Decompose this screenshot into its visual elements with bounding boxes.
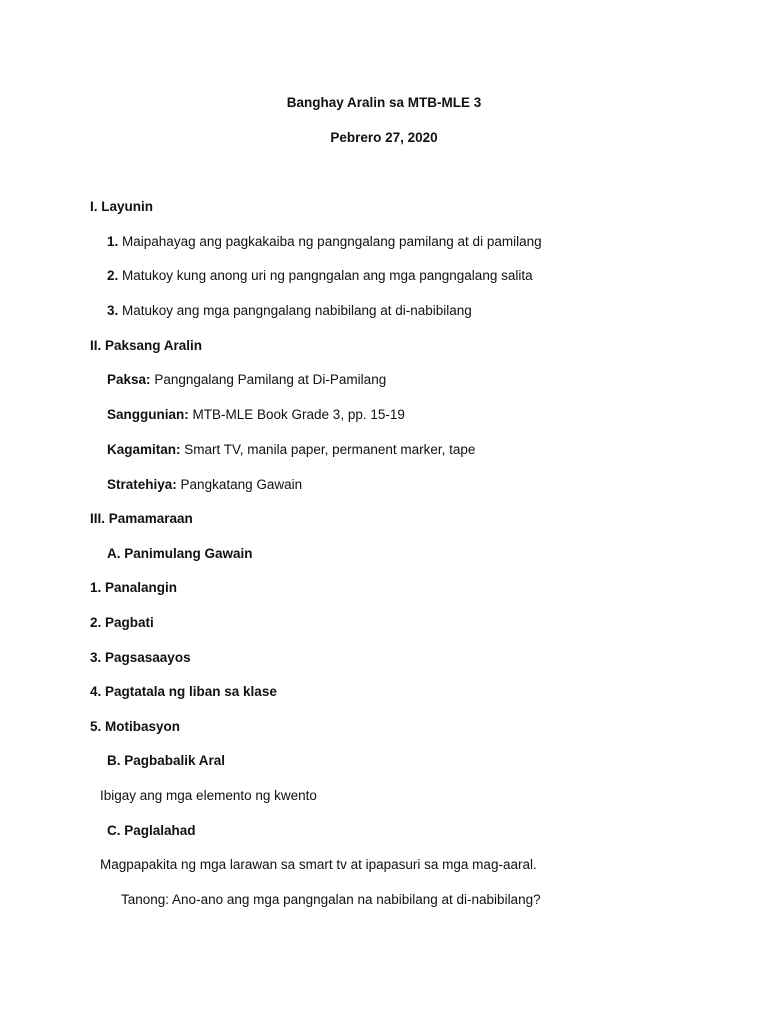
step-item: 2. Pagbati <box>90 615 154 630</box>
objective-text: Maipahayag ang pagkakaiba ng pangngalang pamilang at di pamilang <box>122 234 542 249</box>
field-label: Stratehiya: <box>107 477 177 492</box>
step-item: 4. Pagtatala ng liban sa klase <box>90 684 277 699</box>
field-kagamitan <box>107 441 475 459</box>
subheading-pagbabalik-aral: B. Pagbabalik Aral <box>107 753 226 768</box>
objective-number: 2. <box>107 268 119 283</box>
field-value: Pangngalang Pamilang at Di-Pamilang <box>154 372 387 387</box>
field-sanggunian <box>107 406 405 424</box>
subheading-paglalahad: C. Paglalahad <box>107 823 196 838</box>
field-label: Paksa: <box>107 372 151 387</box>
objective-number: 1. <box>107 234 119 249</box>
objective-text: Matukoy kung anong uri ng pangngalan ang mga pangngalang salita <box>122 268 533 283</box>
pagbabalik-aral-text: Ibigay ang mga elemento ng kwento <box>100 788 317 803</box>
section-heading-paksang-aralin: II. Paksang Aralin <box>90 338 203 353</box>
paglalahad-text: Magpapakita ng mga larawan sa smart tv at ipapasuri sa mga mag-aaral. <box>100 857 537 872</box>
document-date: Pebrero 27, 2020 <box>330 130 438 145</box>
field-paksa <box>107 371 386 389</box>
field-label: Kagamitan: <box>107 442 181 457</box>
field-label: Sanggunian: <box>107 407 189 422</box>
step-item: 1. Panalangin <box>90 580 178 595</box>
tanong-text: Tanong: Ano-ano ang mga pangngalan na nabibilang at di-nabibilang? <box>121 892 541 907</box>
subheading-panimulang-gawain: A. Panimulang Gawain <box>107 546 253 561</box>
step-item: 5. Motibasyon <box>90 719 181 734</box>
field-value: MTB-MLE Book Grade 3, pp. 15-19 <box>192 407 405 422</box>
objective-number: 3. <box>107 303 119 318</box>
objective-item <box>107 233 542 251</box>
objective-item <box>107 267 533 285</box>
document-title: Banghay Aralin sa MTB-MLE 3 <box>286 95 482 110</box>
step-item: 3. Pagsasaayos <box>90 650 191 665</box>
objective-text: Matukoy ang mga pangngalang nabibilang at di-nabibilang <box>122 303 472 318</box>
field-value: Pangkatang Gawain <box>180 477 303 492</box>
section-heading-pamamaraan: III. Pamamaraan <box>90 511 193 526</box>
objective-item <box>107 302 472 320</box>
field-stratehiya <box>107 476 302 494</box>
field-value: Smart TV, manila paper, permanent marker, tape <box>184 442 476 457</box>
section-heading-layunin: I. Layunin <box>90 199 154 214</box>
